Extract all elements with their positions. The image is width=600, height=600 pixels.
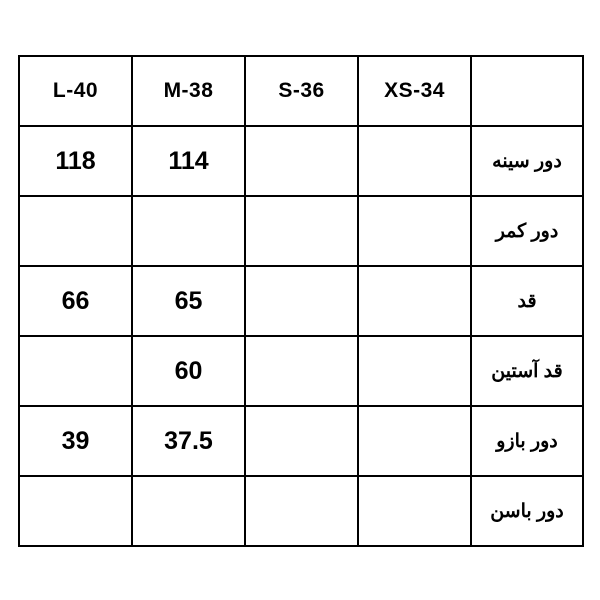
cell-r2-c2 xyxy=(245,266,358,336)
row-label-5: دور باسن xyxy=(471,476,583,546)
table-row xyxy=(19,336,583,406)
cell-r1-c0 xyxy=(19,196,132,266)
cell-r2-c0: 66 xyxy=(19,266,132,336)
table-row xyxy=(19,476,583,546)
table-header-row xyxy=(19,56,583,126)
row-label-0: دور سینه xyxy=(471,126,583,196)
cell-r5-c2 xyxy=(245,476,358,546)
cell-r2-c1: 65 xyxy=(132,266,245,336)
cell-r0-c1: 114 xyxy=(132,126,245,196)
row-label-4: دور بازو xyxy=(471,406,583,476)
cell-r3-c0 xyxy=(19,336,132,406)
cell-r5-c1 xyxy=(132,476,245,546)
cell-r4-c2 xyxy=(245,406,358,476)
column-header-measure xyxy=(471,56,583,126)
cell-r0-c3 xyxy=(358,126,471,196)
cell-r1-c1 xyxy=(132,196,245,266)
cell-r4-c3 xyxy=(358,406,471,476)
row-label-2: قد xyxy=(471,266,583,336)
size-table xyxy=(18,55,584,547)
cell-r0-c0: 118 xyxy=(19,126,132,196)
cell-r0-c2 xyxy=(245,126,358,196)
cell-r3-c1: 60 xyxy=(132,336,245,406)
cell-r3-c2 xyxy=(245,336,358,406)
table-row xyxy=(19,126,583,196)
row-label-3: قد آستین xyxy=(471,336,583,406)
cell-r1-c3 xyxy=(358,196,471,266)
cell-r2-c3 xyxy=(358,266,471,336)
cell-r5-c0 xyxy=(19,476,132,546)
column-header-m38: M-38 xyxy=(132,56,245,126)
column-header-s36: S-36 xyxy=(245,56,358,126)
table-row xyxy=(19,406,583,476)
cell-r4-c1: 37.5 xyxy=(132,406,245,476)
column-header-l40: L-40 xyxy=(19,56,132,126)
column-header-xs34: XS-34 xyxy=(358,56,471,126)
row-label-1: دور کمر xyxy=(471,196,583,266)
cell-r1-c2 xyxy=(245,196,358,266)
cell-r3-c3 xyxy=(358,336,471,406)
cell-r4-c0: 39 xyxy=(19,406,132,476)
cell-r5-c3 xyxy=(358,476,471,546)
table-row xyxy=(19,196,583,266)
size-table-container xyxy=(18,55,582,547)
table-row xyxy=(19,266,583,336)
